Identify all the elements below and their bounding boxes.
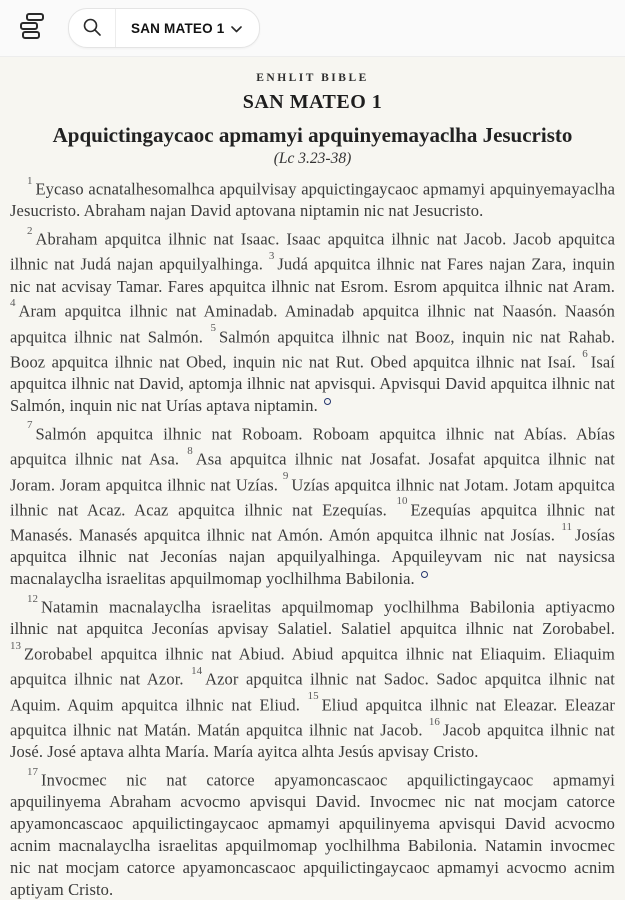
book-chapter-selector[interactable] <box>116 9 259 47</box>
search-icon <box>82 17 102 40</box>
bible-version-name: ENHLIT BIBLE <box>256 72 369 84</box>
verse-text[interactable]: Abraham apquitca ilhnic nat Isaac. Isaac apquitca ilhnic nat Jacob. Jacob apquitca ilhnic nat Judá najan apquilyalhinga. <box>10 229 615 274</box>
verse-paragraph <box>10 420 615 590</box>
verse-text[interactable]: Eycaso acnatalhesomalhca apquilvisay apquictingaycaoc apmamyi apquinyemayaclha Jesucristo. Abraham najan David aptovana niptamin nic nat Jesucristo. <box>10 179 615 221</box>
verse-number: 7 <box>27 419 33 432</box>
verse-number: 16 <box>428 715 440 728</box>
verse-text[interactable]: Salmón apquitca ilhnic nat Roboam. Roboam apquitca ilhnic nat Abías. Abías apquitca ilhnic nat Asa. <box>10 424 615 469</box>
verse-number: 13 <box>10 639 21 652</box>
verse-number: 1 <box>27 174 33 187</box>
verse-text[interactable]: Jacob apquitca ilhnic nat José. José aptava alhta María. María ayitca alhta Jesús apvisay Cristo. <box>10 720 615 762</box>
versions-menu-button[interactable] <box>14 10 50 46</box>
verse-number: 2 <box>27 224 33 237</box>
verse-text[interactable]: Ezequías apquitca ilhnic nat Manasés. Manasés apquitca ilhnic nat Amón. Amón apquitca ilhnic nat Josías. <box>10 500 615 545</box>
verse-text-body <box>10 175 615 900</box>
verse-text[interactable]: Azor apquitca ilhnic nat Sadoc. Sadoc apquitca ilhnic nat Aquim. Aquim apquitca ilhnic nat Eliud. <box>10 669 615 715</box>
verse-number: 9 <box>282 470 289 483</box>
topbar <box>0 0 625 57</box>
verse-number: 4 <box>10 296 16 309</box>
verse-number: 10 <box>396 495 408 508</box>
verse-number: 8 <box>187 444 193 457</box>
verse-text[interactable]: Salmón apquitca ilhnic nat Booz, inquin nic nat Rahab. Booz apquitca ilhnic nat Obed, inquin nic nat Rut. Obed apquitca ilhnic nat Isaí. <box>10 327 615 372</box>
verse-text[interactable]: Uzías apquitca ilhnic nat Jotam. Jotam apquitca ilhnic nat Acaz. Acaz apquitca ilhnic nat Ezequías. <box>10 475 615 520</box>
verse-text[interactable]: Isaí apquitca ilhnic nat David, aptomja ilhnic nat apvisqui. Apvisqui David apquitca ilhnic nat Salmón, inquin nic nat Urías aptava niptamin. <box>10 352 615 416</box>
verse-paragraph <box>10 175 615 222</box>
section-heading: Apquictingaycaoc apmamyi apquinyemayaclha Jesucristo <box>52 123 573 147</box>
versions-stack-icon <box>19 12 45 44</box>
verse-paragraph <box>10 766 615 900</box>
chevron-down-icon <box>231 21 242 36</box>
reader-pane <box>0 72 625 900</box>
verse-text[interactable]: Natamin macnalayclha israelitas apquilmomap yoclhilhma Babilonia aptiyacmo ilhnic nat apquitca Jeconías apvisay Salatiel. Salatiel apquitca ilhnic nat Zorobabel. <box>10 597 615 639</box>
chapter-title: SAN MATEO 1 <box>242 91 383 113</box>
cross-reference: (Lc 3.23-38) <box>273 150 352 167</box>
verse-paragraph <box>10 593 615 763</box>
verse-number: 3 <box>268 249 275 262</box>
verse-number: 14 <box>191 664 203 677</box>
verse-number: 15 <box>307 690 319 703</box>
verse-text[interactable]: Aram apquitca ilhnic nat Aminadab. Aminadab apquitca ilhnic nat Naasón. Naasón apquitca ilhnic nat Salmón. <box>10 301 615 347</box>
verse-text[interactable]: Invocmec nic nat catorce apyamoncascaoc apquilictingaycaoc apmamyi apquilinyema Abraham acvocmo apvisqui David. Invocmec nic nat mocjam catorce apyamoncascaoc apquilictingaycaoc apmamyi apquilinyema apvisqui David acvocmo acnim macnalayclha israelitas apquilmomap yoclhilhma Babilonia. Natamin invocmec nic nat mocjam catorce apyamoncascaoc apquilictingaycaoc apmamyi acvocmo acnim aptiyam Cristo. <box>10 770 615 899</box>
verse-number: 12 <box>27 592 38 605</box>
verse-text[interactable]: Zorobabel apquitca ilhnic nat Abiud. Abiud apquitca ilhnic nat Eliaquim. Eliaquim apquitca ilhnic nat Azor. <box>10 644 615 689</box>
verse-number: 11 <box>561 520 572 533</box>
verse-text[interactable]: Judá apquitca ilhnic nat Fares najan Zara, inquin nic nat acvisay Tamar. Fares apquitca ilhnic nat Esrom. Esrom apquitca ilhnic nat Aram. <box>10 254 615 296</box>
verse-paragraph <box>10 225 615 417</box>
footnote-marker[interactable] <box>421 571 428 578</box>
search-button[interactable] <box>69 9 115 47</box>
footnote-marker[interactable] <box>324 398 331 405</box>
verse-text[interactable]: Josías apquitca ilhnic nat Jeconías najan apquilyalhinga. Apquileyvam nic nat naysicsa macnalayclha israelitas apquilmomap yoclhilhma Babilonia. <box>10 525 615 589</box>
search-book-pill <box>68 8 260 48</box>
verse-number: 5 <box>210 322 216 335</box>
book-chapter-label: SAN MATEO 1 <box>131 20 225 36</box>
verse-text[interactable]: Asa apquitca ilhnic nat Josafat. Josafat apquitca ilhnic nat Joram. Joram apquitca ilhnic nat Uzías. <box>10 449 615 495</box>
verse-number: 6 <box>582 347 588 360</box>
verse-text[interactable]: Eliud apquitca ilhnic nat Eleazar. Eleazar apquitca ilhnic nat Matán. Matán apquitca ilhnic nat Jacob. <box>10 695 615 740</box>
verse-number: 17 <box>27 765 38 778</box>
